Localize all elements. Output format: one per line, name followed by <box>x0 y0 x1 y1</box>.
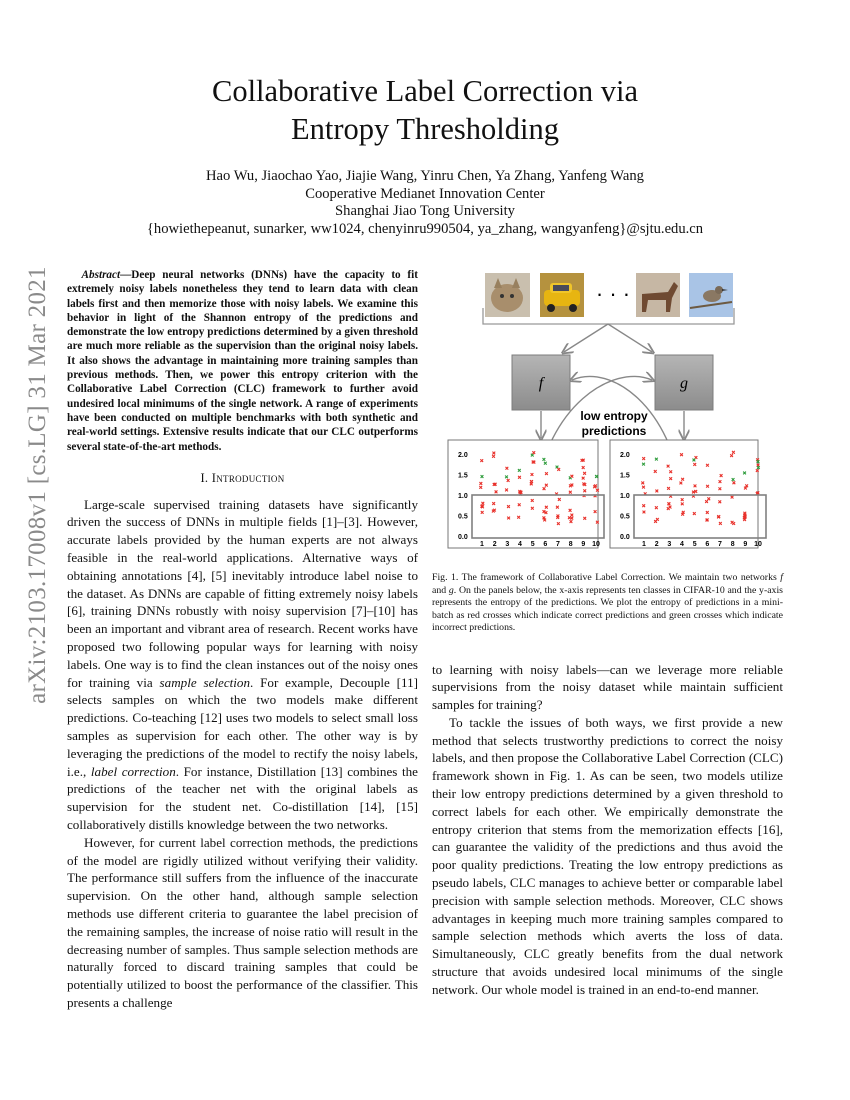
paragraph-3: to learning with noisy labels—can we leverage more reliable supervisions from the noisy dataset while maintain sufficient samples for training? <box>432 661 783 713</box>
author-emails: {howiethepeanut, sunarker, ww1024, chenyinru990504, ya_zhang, wangyanfeng}@sjtu.edu.cn <box>146 220 704 237</box>
term-label-correction: label correction <box>90 763 176 779</box>
right-column <box>432 268 783 999</box>
arxiv-stamp: arXiv:2103.17008v1 [cs.LG] 31 Mar 2021 <box>24 266 51 704</box>
network-g-label: g <box>680 375 688 392</box>
paragraph-4: To tackle the issues of both ways, we first provide a new method that selects trustworthy predictions to correct the noisy labels, and then propose the Collaborative Label Correction (CLC) framework shown in Fig. 1. As can be seen, two models utilize their low entropy predictions determined by a given threshold to correct labels for each other. We empirically demonstrate the entropy criterion that stems from the memorization effects [16], can guarantee the validity of the predictions and thus avoid the poor quality predictions. Treating the low entropy predictions as pseudo labels, CLC manages to achieve better or comparable label precision with sample selection methods. Moreover, CLC shows advantages in keeping much more training samples compared to sample selection methods which averts the loss of data. Simultaneously, CLC greatly benefits from the dual network structure that avoids undesired local minimums of the single network. Our whole model is trained in an end-to-end manner. <box>432 714 783 997</box>
plot-f-ytick: 0.5 <box>458 513 468 521</box>
section-heading-introduction: I. Introduction <box>200 470 285 485</box>
arrow-to-f <box>564 324 608 352</box>
more-images-dots: · · · <box>595 281 631 306</box>
plot-f-ytick: 0.0 <box>458 534 468 541</box>
cat-image <box>485 273 530 317</box>
plot-g-ytick: 0.0 <box>620 534 630 541</box>
plot-g-xtick: 10 <box>754 541 762 548</box>
affiliation-2: Shanghai Jiao Tong University <box>335 203 515 219</box>
plot-g-ytick: 1.5 <box>620 472 630 480</box>
term-sample-selection: sample selection <box>159 674 251 690</box>
panel-f-frame <box>448 440 598 548</box>
plot-g-xtick: 3 <box>667 541 672 548</box>
title-line-2: Entropy Thresholding <box>291 112 559 146</box>
plot-f-xtick: 4 <box>518 541 522 548</box>
title-line-1: Collaborative Label Correction via <box>211 74 638 108</box>
horse-image <box>636 273 680 317</box>
author-block <box>80 168 770 238</box>
car-image <box>540 273 584 317</box>
plot-f-ytick: 2.0 <box>458 452 468 459</box>
arrow-to-g <box>608 324 652 352</box>
bird-image <box>689 273 733 317</box>
abstract-label: Abstract <box>81 269 121 281</box>
figure-1-caption: Fig. 1. The framework of Collaborative Label Correction. We maintain two networks f and g. On the panels below, the x-axis represents ten classes in CIFAR-10 and the y-axis represents the entropy of the predictions. We plot the entropy of predictions in a mini-batch as red crosses which indicate correct predictions and green crosses which indicate incorrect predictions. <box>432 572 783 633</box>
abstract-text: —Deep neural networks (DNNs) have the capacity to fit extremely noisy labels nonetheless they tend to learn data with clean labels first and then memorize those with noisy labels. We examine this behavior in light of the Shannon entropy of the predictions and demonstrate the low entropy predictions determined by a given threshold are much more reliable as the supervision than the original noisy labels. It also shows the advantage in maintaining more training samples than previous methods. Then, we power this entropy criterion with the Collaborative Label Correction (CLC) framework to further avoid undesired local minimums of the single network. A range of experiments have been conducted on multiple benchmarks with both synthetic and real-world settings. Extensive results indicate that our CLC outperforms several state-of-the-art methods. <box>67 269 418 453</box>
plot-f-ytick: 1.5 <box>458 472 468 480</box>
plot-g-xtick: 9 <box>743 541 748 548</box>
plot-f-xtick: 6 <box>543 541 548 548</box>
figure-1 <box>432 268 783 568</box>
plot-g-xtick: 2 <box>654 541 659 548</box>
plot-g-xtick: 6 <box>705 541 710 548</box>
plot-g-ytick: 0.5 <box>620 513 630 521</box>
plot-g-xtick: 7 <box>718 541 722 548</box>
plot-f-xtick: 5 <box>530 541 535 548</box>
plot-g-xtick: 8 <box>730 541 735 548</box>
panel-g-frame <box>610 440 758 548</box>
network-f-label: f <box>538 375 544 392</box>
plot-g-xtick: 4 <box>680 541 684 548</box>
plot-f-xtick: 7 <box>556 541 560 548</box>
paragraph-1: Large-scale supervised training datasets have significantly driven the success of DNNs in multiple fields [1]–[3]. However, accurate labels provided by the human experts are not always feasible in the real-world applications. Alternative ways of obtaining annotations [4], [5] inevitably introduce label noise to the dataset. As DNNs are capable of fitting extremely noisy labels [6], training DNNs robustly with noisy supervision [7]–[10] has been an important and vibrant area of research. Recent works have proposed two following popular ways for learning with noisy labels. One way is to find the clean instances out of the noisy ones for training via sample selection. For example, Decouple [11] selects samples on which the two models make different predictions. Co-teaching [12] uses two models to select small loss samples as supervision for each other. The other way is by leveraging the predictions of the model to rectify the noisy labels, i.e., label correction. For instance, Distillation [13] combines the predictions of the teacher net with the original labels as supervision for the student net. Co-distillation [14], [15] collaboratively distills knowledge between the two networks. <box>67 496 418 832</box>
plot-f-xtick: 2 <box>492 541 497 548</box>
author-names: Hao Wu, Jiaochao Yao, Jiajie Wang, Yinru Chen, Ya Zhang, Yanfeng Wang <box>206 168 644 184</box>
plot-f-xtick: 9 <box>581 541 586 548</box>
plot-g-xtick: 1 <box>642 541 646 548</box>
plot-g-xtick: 5 <box>692 541 697 548</box>
plot-f-xtick: 1 <box>480 541 484 548</box>
plot-f-xtick: 8 <box>568 541 573 548</box>
affiliation-1: Cooperative Medianet Innovation Center <box>305 185 545 202</box>
figure-1-diagram <box>432 268 783 568</box>
low-entropy-label-1: low entropy <box>580 409 648 423</box>
plot-f-ytick: 1.0 <box>458 493 468 500</box>
plot-f-xtick: 3 <box>505 541 510 548</box>
plot-g-ytick: 2.0 <box>620 452 630 459</box>
plot-g-ytick: 1.0 <box>620 493 630 500</box>
paper-title <box>100 72 750 148</box>
plot-f-xtick: 10 <box>592 541 600 548</box>
low-entropy-label-2: predictions <box>581 424 647 438</box>
left-column <box>67 268 418 1012</box>
abstract <box>67 268 418 454</box>
paragraph-2: However, for current label correction methods, the predictions of the model are rigidly utilized without verifying their validity. The performance still suffers from the influence of the inaccurate supervision. On the other hand, although sample selection methods use different criteria to guarantee the label precision of the remaining samples, the increase of noise ratio will result in the decreasing number of samples. Thus sample selection methods are naturally forced to discard training samples that could be potentially utilized to boost the performance of the classifier. This presents a challenge <box>67 834 418 1010</box>
